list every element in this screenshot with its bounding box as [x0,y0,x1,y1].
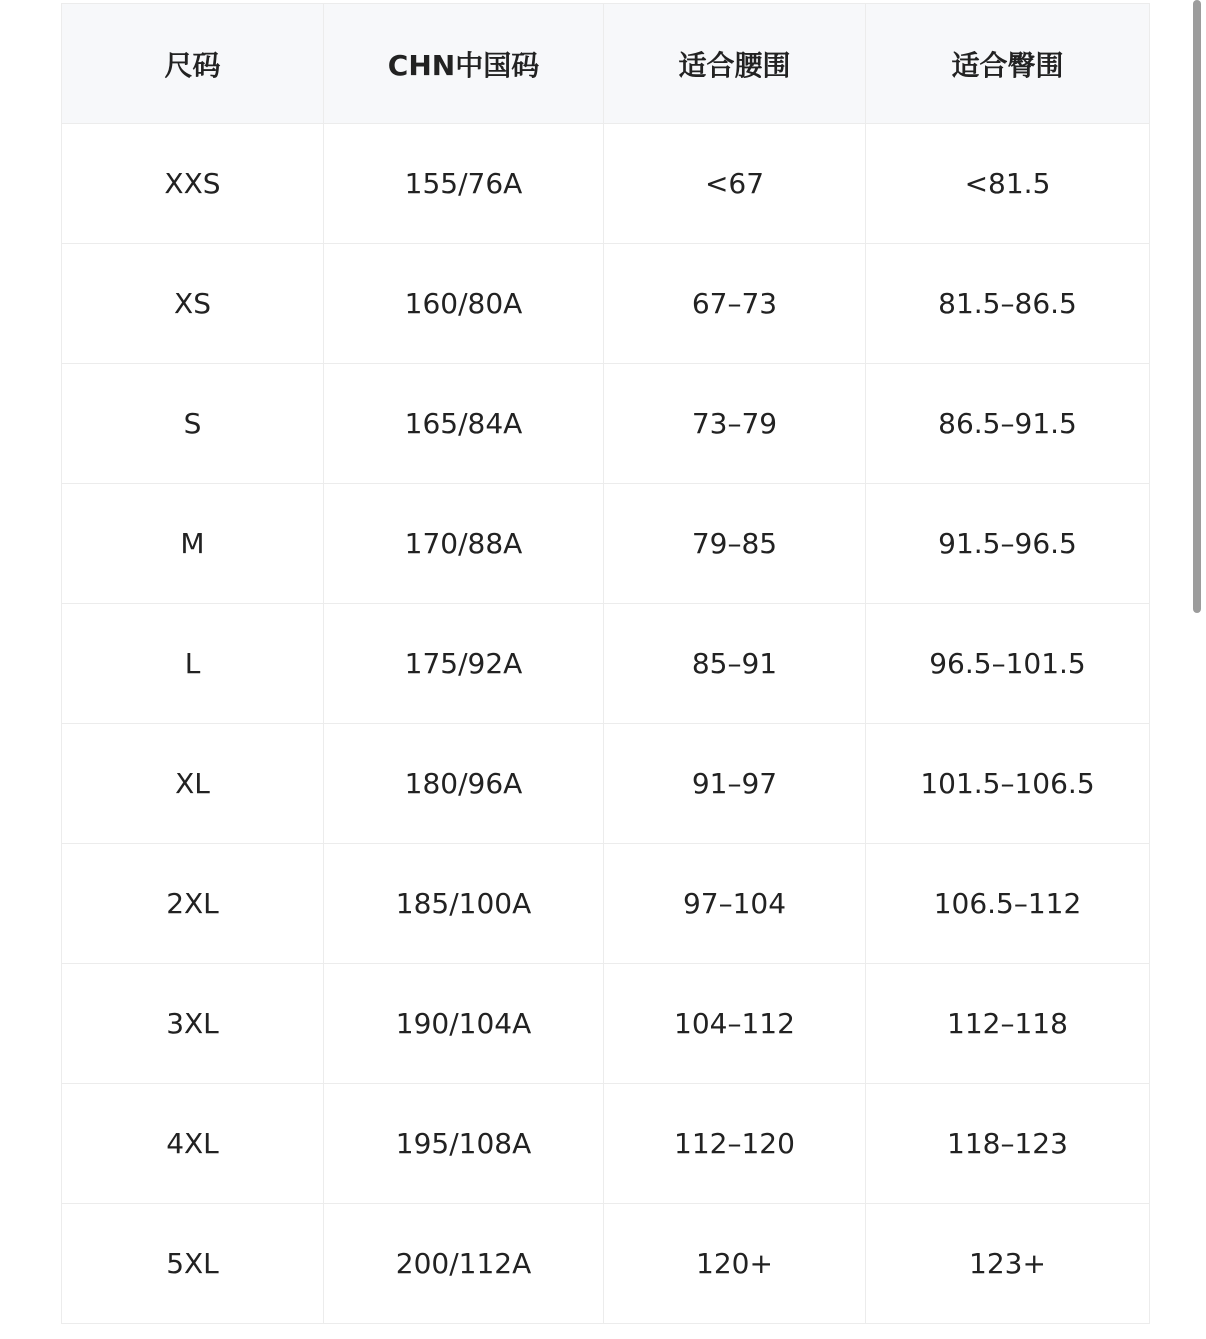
cell-hip: 123+ [866,1204,1150,1324]
cell-waist: 120+ [604,1204,866,1324]
size-chart-table [61,3,1150,1324]
table-row [62,844,1150,964]
size-chart-header [62,4,1150,124]
cell-size: XXS [62,124,324,244]
cell-chn-size: 195/108A [324,1084,604,1204]
table-row [62,364,1150,484]
cell-waist: 112–120 [604,1084,866,1204]
cell-hip: 106.5–112 [866,844,1150,964]
cell-chn-size: 200/112A [324,1204,604,1324]
cell-hip: 112–118 [866,964,1150,1084]
cell-chn-size: 190/104A [324,964,604,1084]
cell-waist: 91–97 [604,724,866,844]
cell-size: XS [62,244,324,364]
cell-hip: 86.5–91.5 [866,364,1150,484]
cell-size: 2XL [62,844,324,964]
cell-size: XL [62,724,324,844]
header-hip: 适合臀围 [866,4,1150,124]
cell-size: 3XL [62,964,324,1084]
scrollbar-thumb[interactable] [1193,0,1201,613]
table-row [62,484,1150,604]
cell-chn-size: 170/88A [324,484,604,604]
header-row [62,4,1150,124]
cell-size: 4XL [62,1084,324,1204]
table-row [62,1084,1150,1204]
cell-hip: 101.5–106.5 [866,724,1150,844]
table-row [62,604,1150,724]
table-row [62,1204,1150,1324]
cell-size: 5XL [62,1204,324,1324]
table-row [62,124,1150,244]
cell-waist: <67 [604,124,866,244]
header-size: 尺码 [62,4,324,124]
cell-chn-size: 155/76A [324,124,604,244]
cell-chn-size: 160/80A [324,244,604,364]
cell-size: M [62,484,324,604]
cell-waist: 97–104 [604,844,866,964]
size-chart-container [61,3,1149,1324]
cell-chn-size: 185/100A [324,844,604,964]
header-waist: 适合腰围 [604,4,866,124]
cell-waist: 85–91 [604,604,866,724]
cell-waist: 104–112 [604,964,866,1084]
table-row [62,244,1150,364]
cell-size: L [62,604,324,724]
cell-waist: 73–79 [604,364,866,484]
cell-waist: 79–85 [604,484,866,604]
cell-waist: 67–73 [604,244,866,364]
cell-hip: 96.5–101.5 [866,604,1150,724]
cell-size: S [62,364,324,484]
table-row [62,724,1150,844]
vertical-scrollbar[interactable] [1184,0,1206,1339]
cell-chn-size: 165/84A [324,364,604,484]
cell-chn-size: 180/96A [324,724,604,844]
table-row [62,964,1150,1084]
cell-hip: <81.5 [866,124,1150,244]
cell-hip: 81.5–86.5 [866,244,1150,364]
header-chn-size: CHN中国码 [324,4,604,124]
size-chart-body [62,124,1150,1324]
cell-chn-size: 175/92A [324,604,604,724]
cell-hip: 118–123 [866,1084,1150,1204]
cell-hip: 91.5–96.5 [866,484,1150,604]
